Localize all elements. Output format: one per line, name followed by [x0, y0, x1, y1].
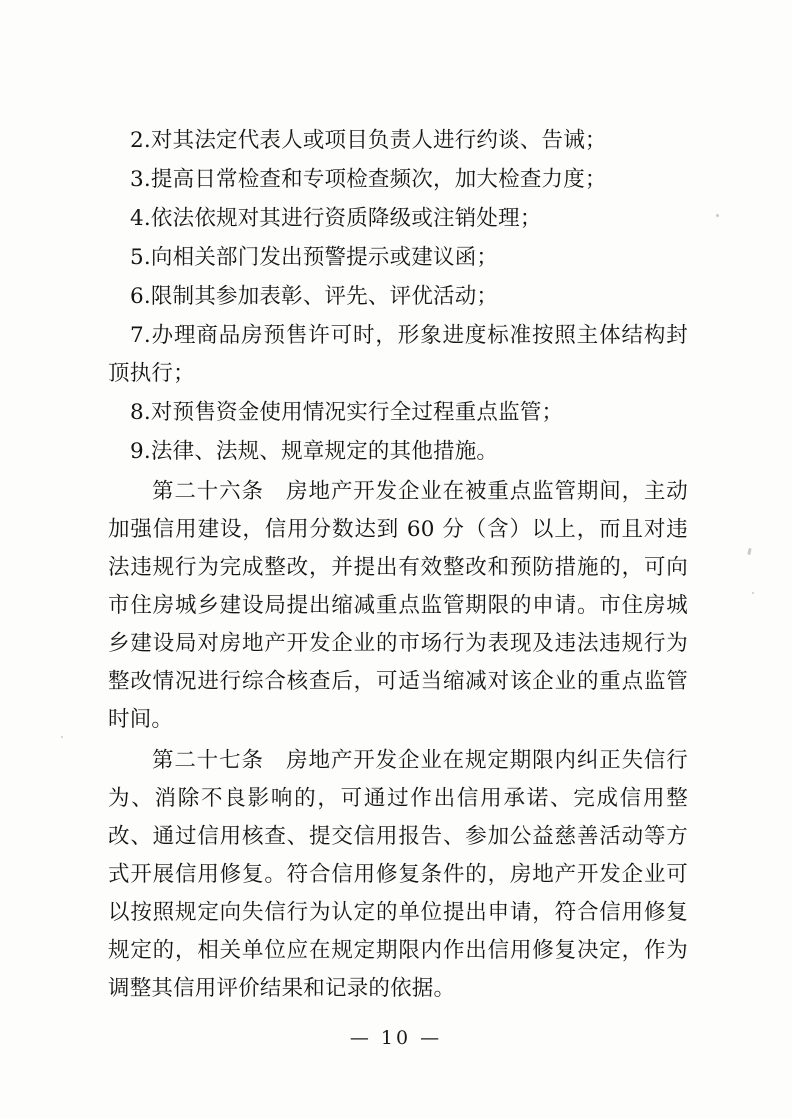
- list-item: 6.限制其参加表彰、评先、评优活动；: [130, 284, 499, 309]
- scan-speckle: [61, 736, 63, 738]
- page-number: — 10 —: [349, 1027, 443, 1049]
- scan-speckle: [747, 548, 751, 555]
- list-item: 5.向相关部门发出预警提示或建议函；: [130, 245, 499, 270]
- article-paragraph: 第二十七条 房地产开发企业在规定期限内纠正失信行为、消除不良影响的，可通过作出信用承诺、完成信用整改、通过信用核查、提交信用报告、参加公益慈善活动等方式开展信用修复。符合信用修复条件的，房地产开发企业可以按照规定向失信行为认定的单位提出申请，符合信用修复规定的，相关单位应在规定期限内作出信用修复决定，作为调整其信用评价结果和记录的依据。: [108, 748, 688, 1001]
- list-item: 8.对预售资金使用情况实行全过程重点监管；: [130, 400, 564, 425]
- list-item: 7.办理商品房预售许可时，形象进度标准按照主体结构封顶执行；: [108, 323, 688, 386]
- list-item: 9.法律、法规、规章规定的其他措施。: [130, 439, 499, 464]
- list-item: 2.对其法定代表人或项目负责人进行约谈、告诫；: [130, 128, 607, 153]
- article-paragraph: 第二十六条 房地产开发企业在被重点监管期间，主动加强信用建设，信用分数达到 60 分（含）以上，而且对违法违规行为完成整改，并提出有效整改和预防措施的，可向市住房城乡建设局提出缩减重点监管期限的申请。市住房城乡建设局对房地产开发企业的市场行为表现及违法违规行为整改情况进行综合核查后，可适当缩减对该企业的重点监管时间。: [108, 479, 688, 732]
- list-item: 3.提高日常检查和专项检查频次，加大检查力度；: [130, 167, 607, 192]
- document-body: [108, 122, 688, 1008]
- scan-speckle: [716, 214, 719, 217]
- scan-speckle: [752, 592, 754, 594]
- list-item: 4.依法依规对其进行资质降级或注销处理；: [130, 206, 542, 231]
